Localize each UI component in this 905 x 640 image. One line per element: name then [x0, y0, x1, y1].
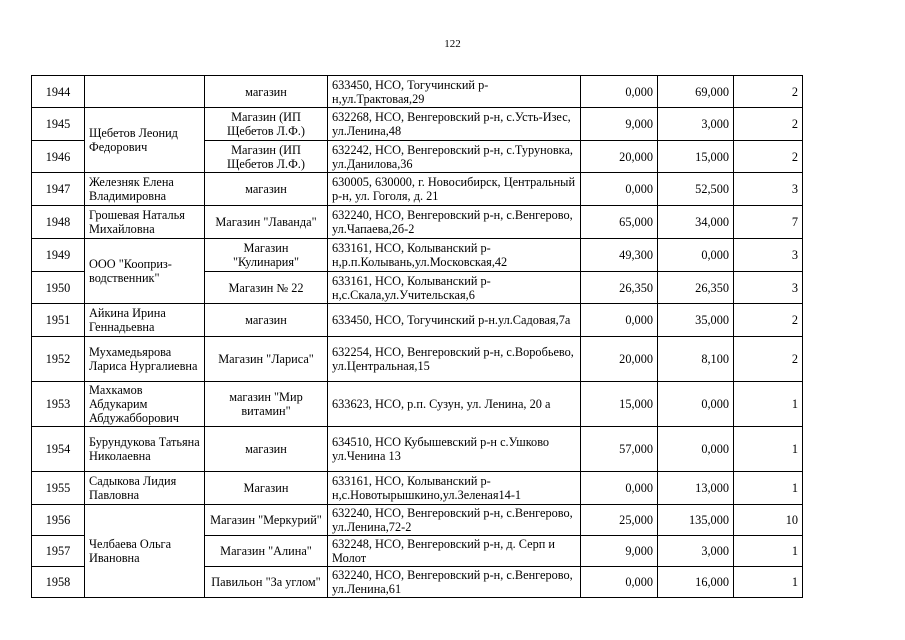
registry-table [31, 75, 803, 598]
value-3: 1 [734, 536, 803, 567]
row-number: 1952 [32, 337, 85, 382]
value-1: 49,300 [581, 239, 658, 272]
store-address: 632240, НСО, Венгеровский р-н, с.Венгерово, ул.Ленина,72-2 [328, 505, 581, 536]
store-type: Магазин (ИП Щебетов Л.Ф.) [205, 141, 328, 173]
store-type: Магазин "Лаванда" [205, 206, 328, 239]
store-type: Павильон "За углом" [205, 567, 328, 598]
value-2: 34,000 [658, 206, 734, 239]
value-1: 26,350 [581, 272, 658, 304]
store-address: 633450, НСО, Тогучинский р-н.ул.Садовая,7а [328, 304, 581, 337]
store-address: 632240, НСО, Венгеровский р-н, с.Венгерово, ул.Чапаева,2б-2 [328, 206, 581, 239]
store-type: Магазин [205, 472, 328, 505]
value-2: 35,000 [658, 304, 734, 337]
store-type: магазин [205, 76, 328, 108]
value-2: 0,000 [658, 239, 734, 272]
value-2: 3,000 [658, 108, 734, 141]
value-2: 26,350 [658, 272, 734, 304]
value-1: 0,000 [581, 173, 658, 206]
value-3: 2 [734, 141, 803, 173]
store-type: магазин [205, 304, 328, 337]
owner-name: Железняк Елена Владимировна [85, 173, 205, 206]
value-1: 0,000 [581, 304, 658, 337]
store-address: 632268, НСО, Венгеровский р-н, с.Усть-Изес, ул.Ленина,48 [328, 108, 581, 141]
value-3: 1 [734, 427, 803, 472]
value-2: 3,000 [658, 536, 734, 567]
value-1: 9,000 [581, 108, 658, 141]
table-row [32, 382, 803, 427]
value-3: 2 [734, 304, 803, 337]
table-row [32, 337, 803, 382]
row-number: 1953 [32, 382, 85, 427]
value-2: 13,000 [658, 472, 734, 505]
owner-name: Мухамедьярова Лариса Нургалиевна [85, 337, 205, 382]
value-1: 9,000 [581, 536, 658, 567]
value-3: 1 [734, 382, 803, 427]
table-row [32, 76, 803, 108]
value-3: 1 [734, 472, 803, 505]
store-address: 633623, НСО, р.п. Сузун, ул. Ленина, 20 а [328, 382, 581, 427]
store-type: Магазин "Алина" [205, 536, 328, 567]
value-2: 16,000 [658, 567, 734, 598]
value-3: 3 [734, 272, 803, 304]
store-address: 633450, НСО, Тогучинский р-н,ул.Трактовая,29 [328, 76, 581, 108]
value-3: 7 [734, 206, 803, 239]
value-2: 15,000 [658, 141, 734, 173]
store-address: 630005, 630000, г. Новосибирск, Центральный р-н, ул. Гоголя, д. 21 [328, 173, 581, 206]
store-address: 632240, НСО, Венгеровский р-н, с.Венгерово, ул.Ленина,61 [328, 567, 581, 598]
value-2: 0,000 [658, 427, 734, 472]
table-row [32, 173, 803, 206]
table-row [32, 206, 803, 239]
row-number: 1946 [32, 141, 85, 173]
row-number: 1957 [32, 536, 85, 567]
row-number: 1947 [32, 173, 85, 206]
value-1: 0,000 [581, 567, 658, 598]
store-type: магазин "Мир витамин" [205, 382, 328, 427]
value-2: 135,000 [658, 505, 734, 536]
value-1: 65,000 [581, 206, 658, 239]
value-2: 69,000 [658, 76, 734, 108]
table-row [32, 427, 803, 472]
value-1: 0,000 [581, 472, 658, 505]
value-1: 57,000 [581, 427, 658, 472]
row-number: 1954 [32, 427, 85, 472]
store-type: Магазин № 22 [205, 272, 328, 304]
table-row [32, 239, 803, 272]
value-1: 0,000 [581, 76, 658, 108]
owner-name: Грошевая Наталья Михайловна [85, 206, 205, 239]
owner-name [85, 76, 205, 108]
store-address: 632242, НСО, Венгеровский р-н, с.Туруновка, ул.Данилова,36 [328, 141, 581, 173]
store-type: магазин [205, 173, 328, 206]
store-type: магазин [205, 427, 328, 472]
owner-name: Махкамов Абдукарим Абдужабборович [85, 382, 205, 427]
value-1: 20,000 [581, 141, 658, 173]
owner-name: Садыкова Лидия Павловна [85, 472, 205, 505]
store-type: Магазин "Лариса" [205, 337, 328, 382]
value-3: 2 [734, 108, 803, 141]
store-type: Магазин (ИП Щебетов Л.Ф.) [205, 108, 328, 141]
row-number: 1948 [32, 206, 85, 239]
row-number: 1956 [32, 505, 85, 536]
store-address: 633161, НСО, Колыванский р-н,р.п.Колывань,ул.Московская,42 [328, 239, 581, 272]
store-address: 634510, НСО Кубышевский р-н с.Ушково ул.Ченина 13 [328, 427, 581, 472]
value-1: 25,000 [581, 505, 658, 536]
owner-name: ООО "Кооприз-водственник" [85, 239, 205, 304]
value-1: 15,000 [581, 382, 658, 427]
value-1: 20,000 [581, 337, 658, 382]
row-number: 1951 [32, 304, 85, 337]
row-number: 1955 [32, 472, 85, 505]
row-number: 1949 [32, 239, 85, 272]
owner-name: Айкина Ирина Геннадьевна [85, 304, 205, 337]
owner-name: Бурундукова Татьяна Николаевна [85, 427, 205, 472]
store-address: 633161, НСО, Колыванский р-н,с.Новотырышкино,ул.Зеленая14-1 [328, 472, 581, 505]
table-row [32, 505, 803, 536]
store-address: 633161, НСО, Колыванский р-н,с.Скала,ул.Учительская,6 [328, 272, 581, 304]
owner-name: Щебетов Леонид Федорович [85, 108, 205, 173]
row-number: 1945 [32, 108, 85, 141]
table-row [32, 304, 803, 337]
row-number: 1944 [32, 76, 85, 108]
value-2: 52,500 [658, 173, 734, 206]
table-row [32, 472, 803, 505]
value-3: 3 [734, 173, 803, 206]
value-2: 8,100 [658, 337, 734, 382]
store-type: Магазин "Меркурий" [205, 505, 328, 536]
table-row [32, 108, 803, 141]
value-3: 2 [734, 76, 803, 108]
value-3: 10 [734, 505, 803, 536]
row-number: 1950 [32, 272, 85, 304]
value-3: 3 [734, 239, 803, 272]
row-number: 1958 [32, 567, 85, 598]
store-address: 632254, НСО, Венгеровский р-н, с.Воробьево, ул.Центральная,15 [328, 337, 581, 382]
value-3: 2 [734, 337, 803, 382]
value-3: 1 [734, 567, 803, 598]
store-type: Магазин "Кулинария" [205, 239, 328, 272]
store-address: 632248, НСО, Венгеровский р-н, д. Серп и Молот [328, 536, 581, 567]
page-number: 122 [444, 38, 461, 50]
owner-name: Челбаева Ольга Ивановна [85, 505, 205, 598]
value-2: 0,000 [658, 382, 734, 427]
